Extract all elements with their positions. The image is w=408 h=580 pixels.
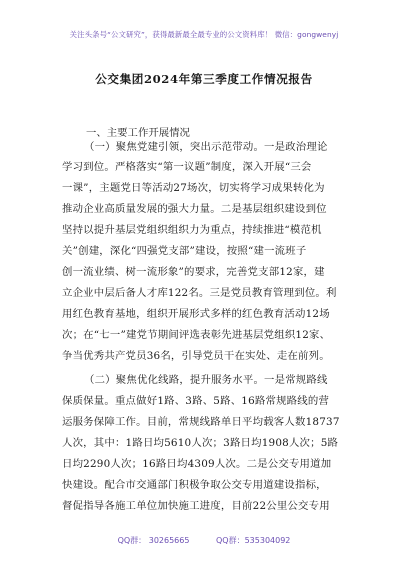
text-line: 人次，其中：1路日均5610人次；3路日均1908人次；5路: [62, 437, 339, 449]
text-line: 次；在“七一”建党节期间评选表彰先进基层党组织12家、: [62, 329, 331, 341]
text-line: 保质保量。重点做好1路、3路、5路、16路常规路线的营: [62, 395, 330, 407]
text-line: 日均2290人次；16路日均4309人次。二是公交专用道加: [62, 458, 332, 470]
text-line: （一）聚焦党建引领，突出示范带动。一是政治理论: [84, 141, 328, 153]
text-line: 创一流业绩、树一流形象”的要求，完善党支部12家，建: [62, 266, 325, 278]
text-line: 快建设。配合市交通部门积极争取公交专用道建设指标，: [62, 479, 327, 491]
text-line: 推动企业高质量发展的强大力量。二是基层组织建设到位: [62, 203, 327, 215]
text-line: 争当优秀共产党员36名，引导党员干在实处、走在前列。: [62, 350, 330, 362]
footer-qq-group-1: QQ群： 30265665: [117, 536, 190, 545]
footer-qq-group-2: QQ群：535304092: [216, 536, 291, 545]
text-line: 运服务保障工作。目前，常规线路单日平均载客人数18737: [62, 416, 340, 428]
text-line: 用红色教育基地，组织开展形式多样的红色教育活动12场: [62, 308, 330, 320]
text-line: 坚持以提升基层党组织组织力为重点，持续推进“模范机: [62, 224, 322, 236]
text-line: （二）聚焦优化线路，提升服务水平。一是常规路线: [84, 374, 328, 386]
text-line: 学习到位。严格落实“第一议题”制度，深入开展“三会: [62, 161, 312, 173]
text-line: 一课”，主题党日等活动27场次，切实将学习成果转化为: [62, 182, 325, 194]
header-note: 关注头条号“公文研究”，获得最新最全最专业的公文资料库！ 微信：gongwenyj: [69, 30, 339, 39]
page-title: 公交集团2024年第三季度工作情况报告: [95, 72, 313, 86]
footer: [0, 535, 408, 546]
text-line: 关”创建，深化“四强党支部”建设，按照“建一流班子: [62, 245, 307, 257]
text-line: 立企业中层后备人才库122名。三是党员教育管理到位。利: [62, 287, 337, 299]
text-line: 督促指导各施工单位加快施工进度，目前22公里公交专用: [62, 500, 330, 512]
section-heading: 一、主要工作开展情况: [86, 127, 190, 139]
